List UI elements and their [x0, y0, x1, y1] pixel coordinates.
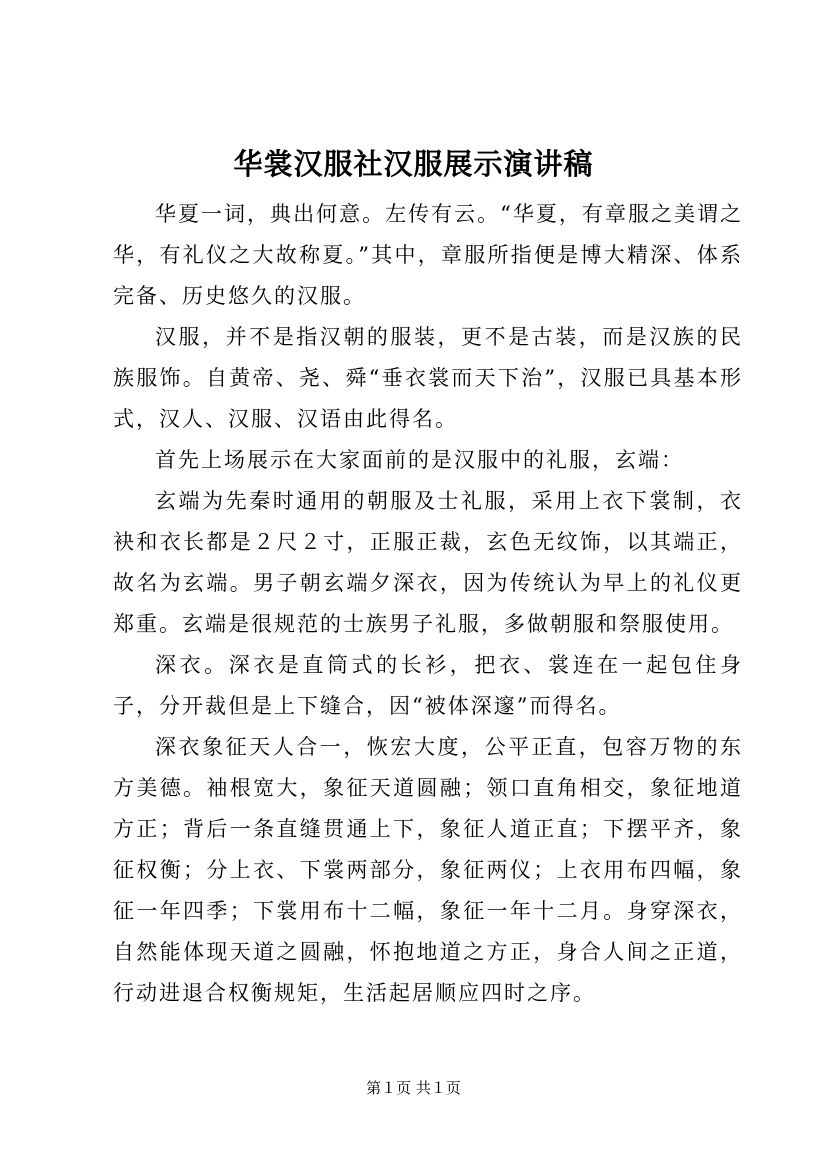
page-footer: 第１页 共１页 — [366, 1079, 461, 1097]
paragraph: 玄端为先秦时通用的朝服及士礼服，采用上衣下裳制，衣袂和衣长都是２尺２寸，正服正裁，玄色无纹饰，以其端正，故名为玄端。男子朝玄端夕深衣，因为传统认为早上的礼仪更郑重。玄端是很规范的士族男子礼服，多做朝服和祭服使用。 — [113, 489, 743, 636]
paragraph: 华夏一词，典出何意。左传有云。“华夏，有章服之美谓之华，有礼仪之大故称夏。”其中，章服所指便是博大精深、体系完备、历史悠久的汉服。 — [113, 202, 743, 308]
document-body — [113, 194, 743, 1014]
paragraph: 首先上场展示在大家面前的是汉服中的礼服，玄端： — [155, 448, 684, 472]
document-title: 华裳汉服社汉服展示演讲稿 — [233, 147, 594, 181]
paragraph: 汉服，并不是指汉朝的服装，更不是古装，而是汉族的民族服饰。自黄帝、尧、舜“垂衣裳而天下治”，汉服已具基本形式，汉人、汉服、汉语由此得名。 — [113, 325, 743, 431]
paragraph: 深衣象征天人合一，恢宏大度，公平正直，包容万物的东方美德。袖根宽大，象征天道圆融；领口直角相交，象征地道方正；背后一条直缝贯通上下，象征人道正直；下摆平齐，象征权衡；分上衣、下裳两部分，象征两仪；上衣用布四幅，象征一年四季；下裳用布十二幅，象征一年十二月。身穿深衣，自然能体现天道之圆融，怀抱地道之方正，身合人间之正道，行动进退合权衡规矩，生活起居顺应四时之序。 — [113, 735, 743, 1005]
paragraph: 深衣。深衣是直筒式的长衫，把衣、裳连在一起包住身子，分开裁但是上下缝合，因“被体深邃”而得名。 — [113, 653, 743, 718]
